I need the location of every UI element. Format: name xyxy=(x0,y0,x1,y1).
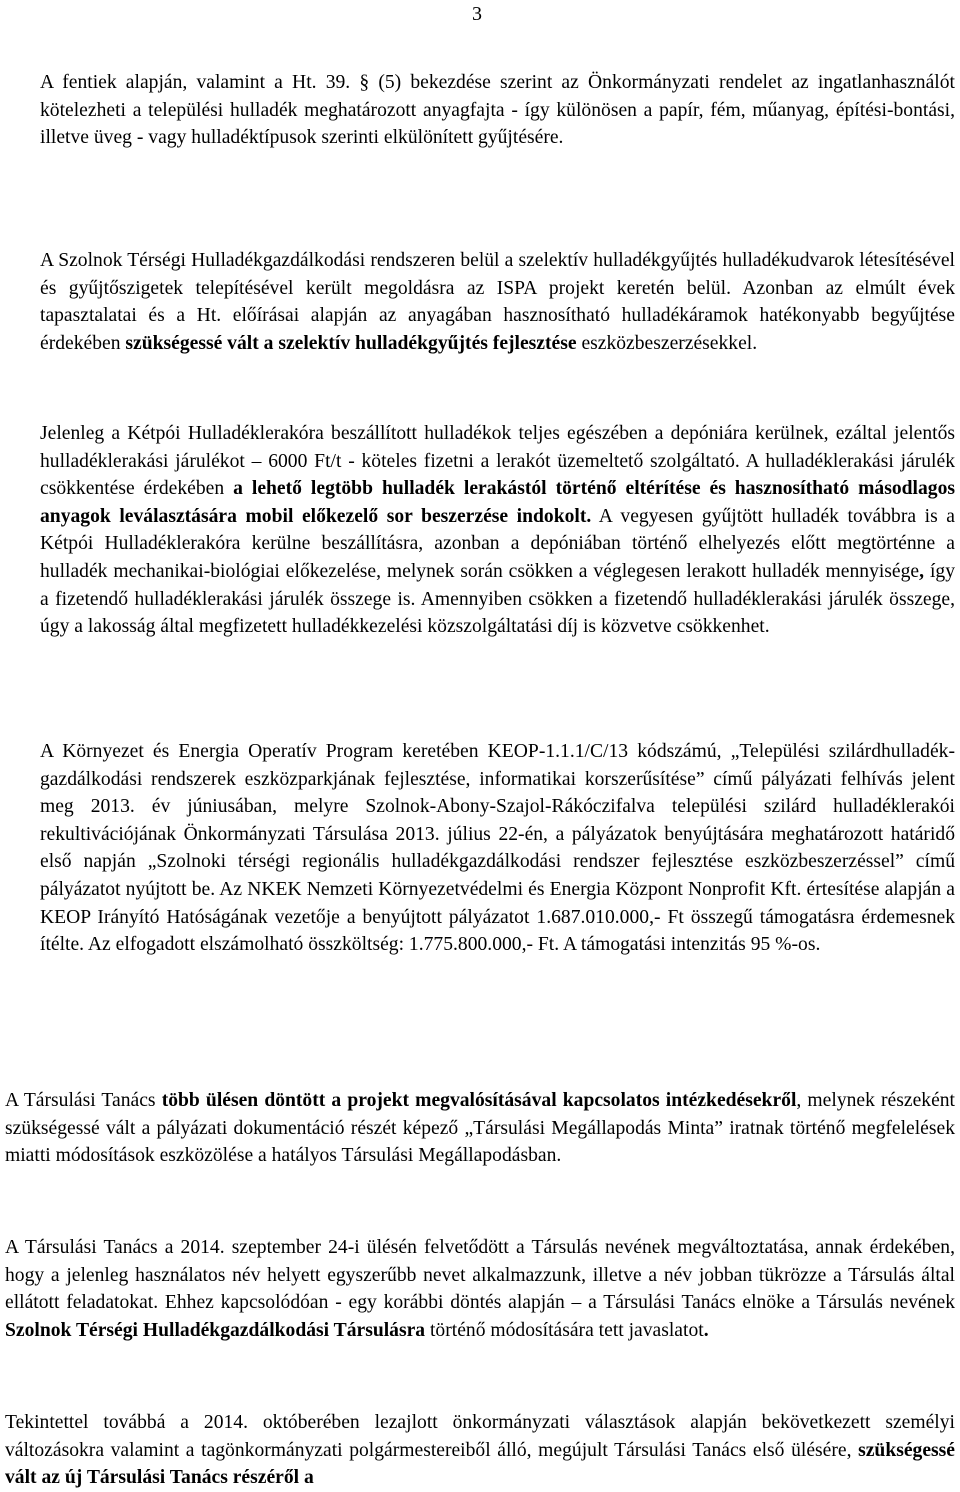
page-number: 3 xyxy=(472,3,482,25)
text-run: , melynek részeként szükségessé vált a pályázati dokumentáció részét képező „Társulási Megállapodás Minta” iratnak történő megfelelések miatti módosítások eszközölése a hatályos Társulási Megállapodásban. xyxy=(5,1090,956,1167)
paragraph-council-decisions xyxy=(5,1087,955,1170)
paragraph-landfill-levy xyxy=(40,420,955,641)
text-run: A Társulási Tanács xyxy=(5,1090,162,1111)
bold-text-run: a lehető legtöbb hulladék lerakástól történő eltérítése és hasznosítható másodlagos anyagok leválasztására mobil előkezelő sor beszerzése indokolt. xyxy=(40,478,956,527)
paragraph-name-change xyxy=(5,1234,955,1344)
text-run: A Szolnok Térségi Hulladékgazdálkodási rendszeren belül a szelektív hulladékgyűjtés hulladékudvarok létesítésével és gyűjtőszigetek telepítésével került megoldásra az ISPA projekt keretén belül. Azonban az elmúlt évek tapasztalatai és a Ht. előírásai alapján az anyagában hasznosítható hulladékáramok hatékonyabb begyűjtése érdekében xyxy=(40,250,955,354)
paragraph-legal-basis xyxy=(40,69,955,152)
bold-text-run: Szolnok Térségi Hulladékgazdálkodási Társulásra xyxy=(5,1319,426,1341)
paragraph-new-council xyxy=(5,1409,955,1492)
text-run: történő módosítására tett javaslatot xyxy=(425,1319,704,1341)
bold-text-run: több ülésen döntött a projekt megvalósításával kapcsolatos intézkedésekről xyxy=(161,1090,797,1111)
text-run: Jelenleg a Kétpói Hulladéklerakóra beszállított hulladékok teljes egészében a depóniára kerülnek, ezáltal jelentős hulladéklerakási járulékot – 6000 Ft/t - köteles fizetni a lerakót üzemeltető szolgáltató. A hulladéklerakási járulék csökkentése érdekében xyxy=(40,423,955,500)
bold-text-run: . xyxy=(703,1319,709,1341)
text-run: A fentiek alapján, valamint a Ht. 39. § (5) bekezdése szerint az Önkormányzati rendelet az ingatlanhasználót kötelezheti a települési hulladék meghatározott anyagfajta - így különösen a papír, fém, műanyag, építési-bontási, illetve üveg - vagy hulladéktípusok szerinti elkülönített gyűjtésére. xyxy=(40,72,955,149)
bold-text-run: , xyxy=(919,560,925,582)
text-run: eszközbeszerzésekkel. xyxy=(576,332,758,354)
paragraph-keop-application xyxy=(40,738,955,959)
text-run: A Társulási Tanács a 2014. szeptember 24-i ülésén felvetődött a Társulás nevének megváltoztatása, annak érdekében, hogy a jelenleg használatos név helyett egyszerűbb nevet alkalmazzunk, illetve a név jobban tükrözze a Társulás által ellátott feladatokat. Ehhez kapcsolódóan - egy korábbi döntés alapján – a Társulási Tanács elnöke a Társulás nevének xyxy=(5,1237,955,1314)
bold-text-run: szükségessé vált az új Társulási Tanács részéről a xyxy=(5,1439,955,1489)
paragraph-selective-collection xyxy=(40,247,955,357)
text-run: A vegyesen gyűjtött hulladék továbbra is a Kétpói Hulladéklerakóra kerülne beszállításra, azonban a depóniában történő elhelyezés előtt megtörténne a hulladék mechanikai-biológiai előkezelése, melynek során csökken a véglegesen lerakott hulladék mennyisége xyxy=(40,505,956,582)
text-run: A Környezet és Energia Operatív Program keretében KEOP-1.1.1/C/13 kódszámú, „Települési szilárdhulladék-gazdálkodási rendszerek eszközparkjának fejlesztése, informatikai korszerűsítése” című pályázati felhívás jelent meg 2013. év júniusában, melyre Szolnok-Abony-Szajol-Rákóczifalva települési szilárd hulladéklerakói rekultivációjának Önkormányzati Társulása 2013. július 22-én, a pályázatok benyújtására meghatározott határidő első napján „Szolnoki térségi regionális hulladékgazdálkodási rendszer fejlesztése eszközbeszerzéssel” című pályázatot nyújtott be. Az NKEK Nemzeti Környezetvédelmi és Energia Központ Nonprofit Kft. értesítése alapján a KEOP Irányító Hatóságának vezetője a benyújtott pályázatot 1.687.010.000,- Ft összegű támogatásra érdemesnek ítélte. Az elfogadott elszámolható összköltség: 1.775.800.000,- Ft. A támogatási intenzitás 95 %-os. xyxy=(40,741,955,956)
text-run: Tekintettel továbbá a 2014. októberében lezajlott önkormányzati választások alapján bekövetkezett személyi változásokra valamint a tagönkormányzati polgármestereiből álló, megújult Társulási Tanács első ülésére, xyxy=(5,1412,955,1461)
bold-text-run: szükségessé vált a szelektív hulladékgyűjtés fejlesztése xyxy=(125,332,577,354)
text-run: így a fizetendő hulladéklerakási járulék összege is. Amennyiben csökken a fizetendő hulladéklerakási járulék összege, úgy a lakosság által megfizetett hulladékkezelési közszolgáltatási díj is közvetve csökkenhet. xyxy=(40,560,955,638)
